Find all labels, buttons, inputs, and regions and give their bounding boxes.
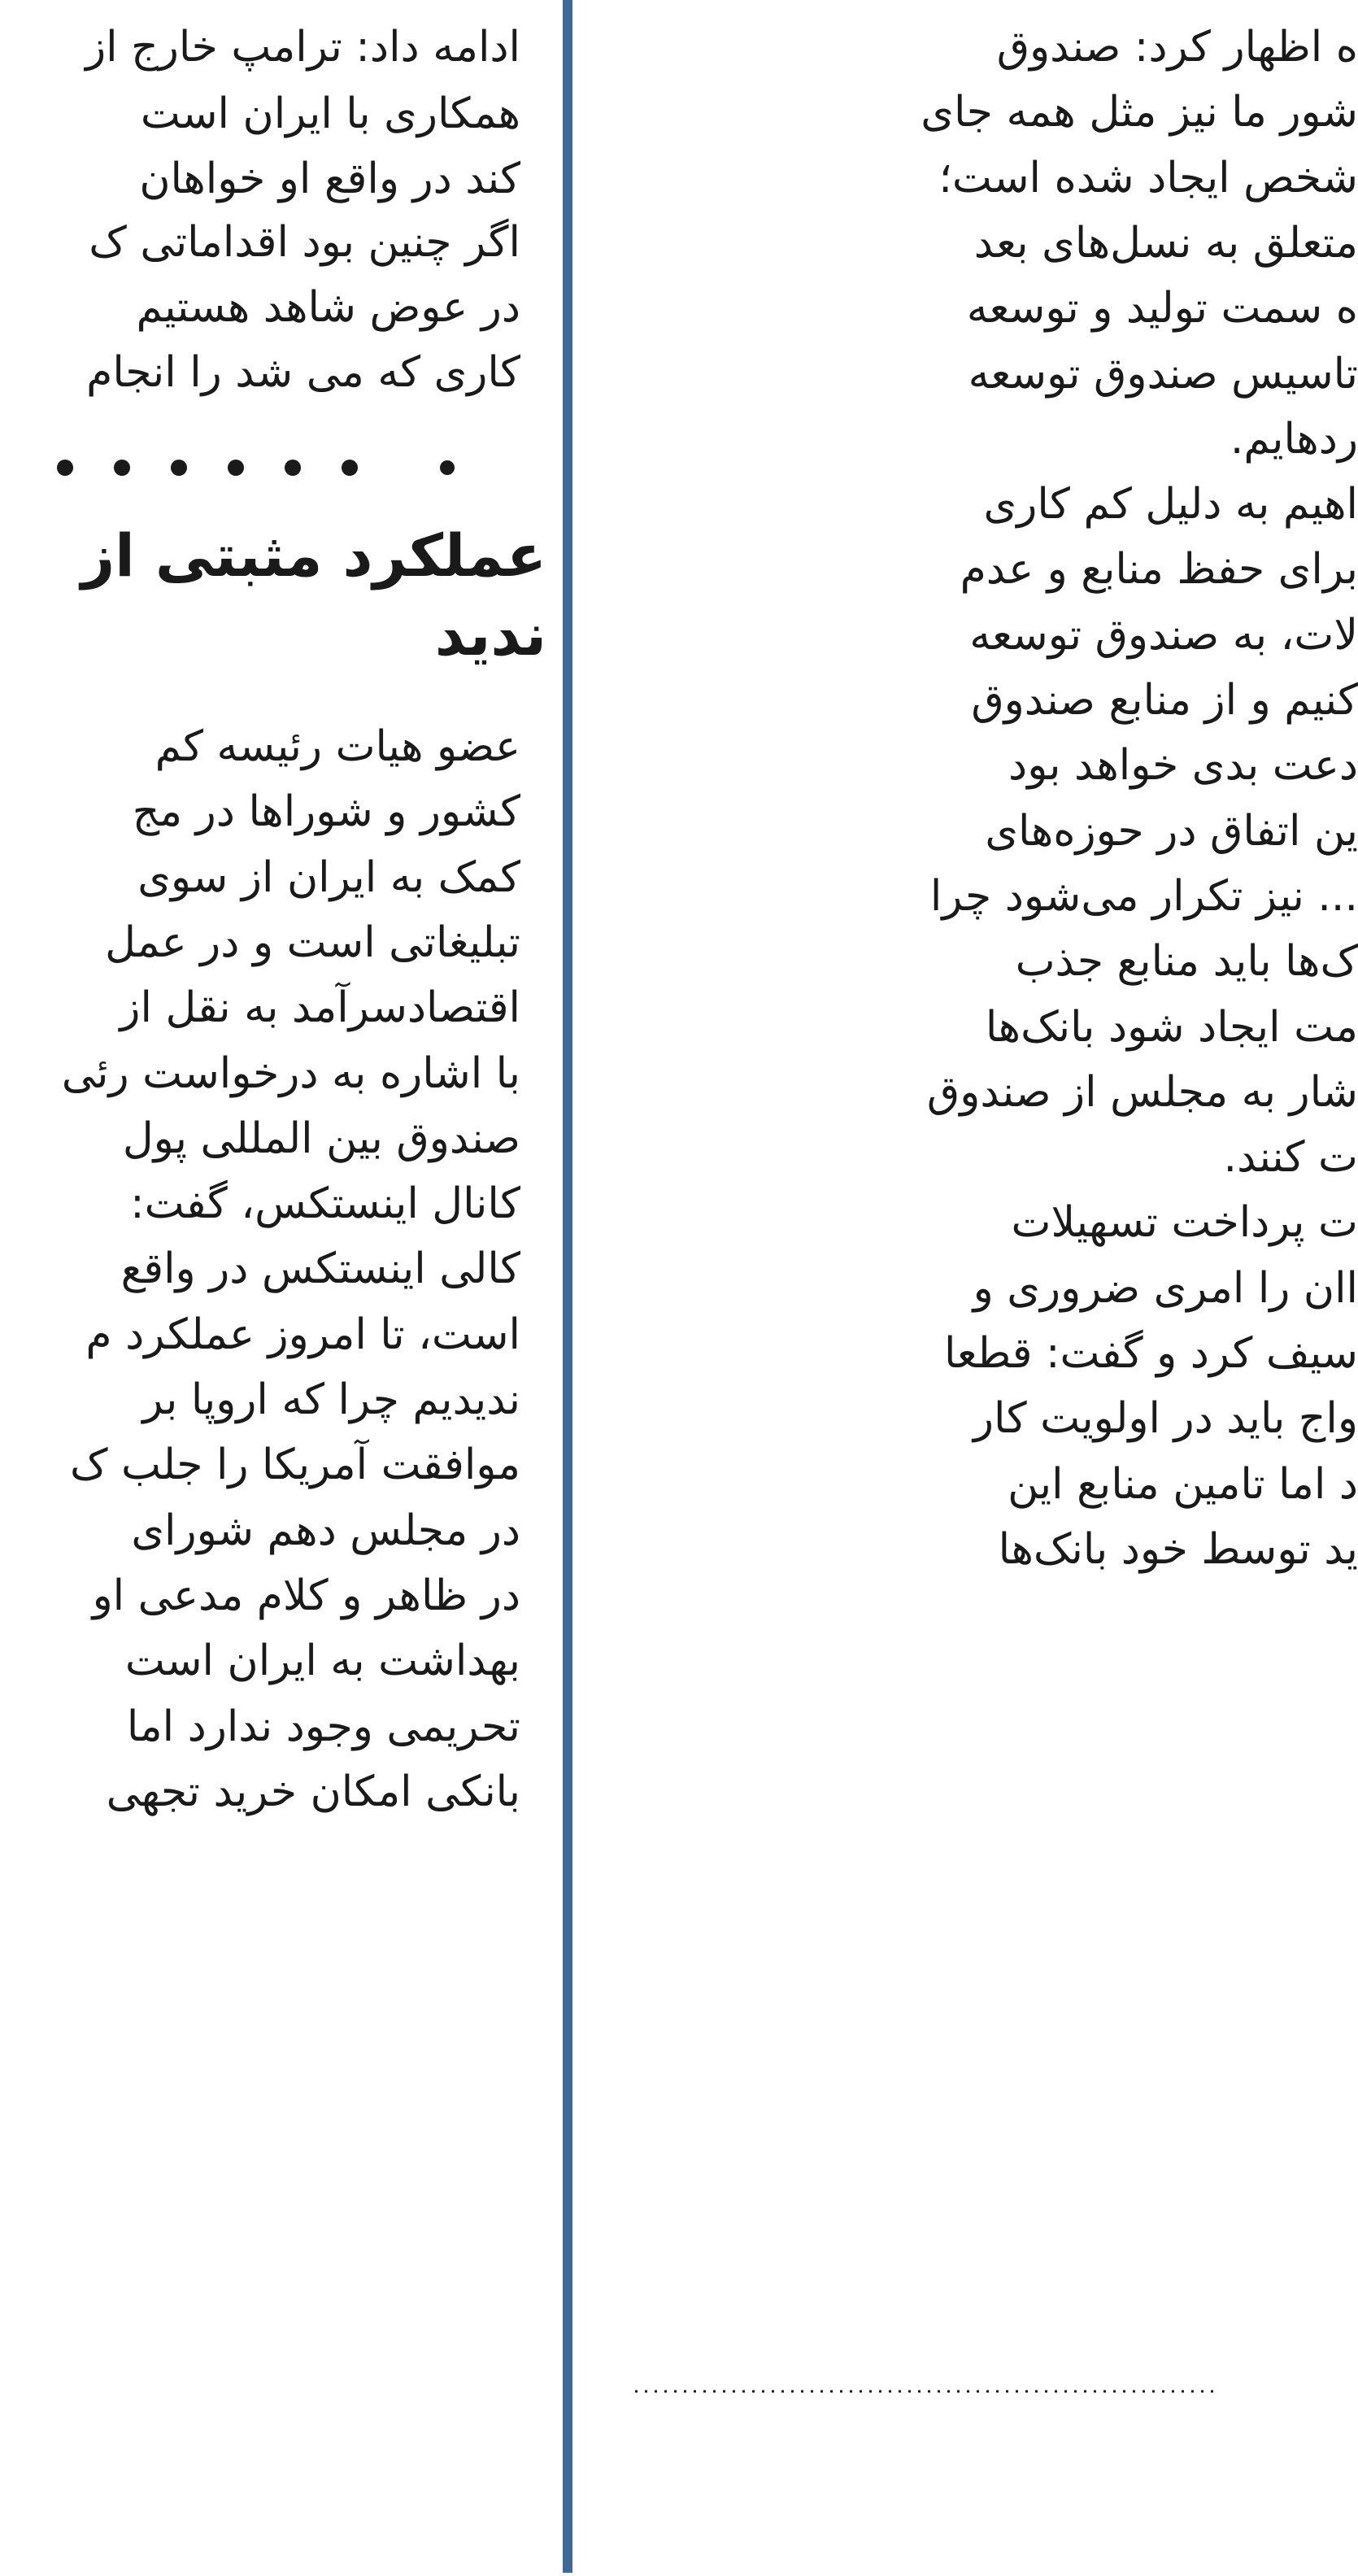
right-body-line: ت کنند. — [1224, 1125, 1358, 1190]
right-body-line: واج باید در اولویت کار — [973, 1386, 1358, 1451]
left-body-line: تبلیغاتی است و در عمل — [105, 910, 520, 975]
left-intro-line: همکاری با ایران است — [141, 81, 520, 146]
left-body-line: اقتصادسرآمد به نقل از — [120, 975, 520, 1040]
left-intro-line: اگر چنین بود اقداماتی ک — [89, 210, 520, 275]
left-body-line: صندوق بین المللی پول — [123, 1106, 520, 1171]
right-body-line: شور ما نیز مثل همه جای — [921, 80, 1358, 145]
right-column — [574, 0, 1220, 2573]
right-body-line: ت پرداخت تسهیلات — [1012, 1190, 1358, 1255]
left-body-line: موافقت آمریکا را جلب ک — [70, 1432, 520, 1497]
left-intro-line: کاری که می شد را انجام — [86, 340, 520, 405]
right-body-line: برای حفظ منابع و عدم — [960, 537, 1358, 602]
right-body-line: شخص ایجاد شده است؛ — [938, 146, 1358, 211]
right-body-line: ین اتفاق در حوزه‌های — [985, 799, 1358, 864]
left-body-line: عضو هیات رئیسه کم — [155, 714, 520, 779]
left-body-line: کمک به ایران از سوی — [137, 845, 520, 910]
right-body-line: متعلق به نسل‌های بعد — [974, 211, 1358, 276]
left-body-line: بانکی امکان خرید تجهی — [107, 1759, 520, 1824]
right-body-line: د اما تامین منابع این — [1008, 1452, 1358, 1517]
right-body-line: ک‌ها باید منابع جذب — [1016, 929, 1358, 994]
left-intro-line: در عوض شاهد هستیم — [136, 275, 520, 340]
left-body-line: بهداشت به ایران است — [125, 1628, 520, 1693]
right-body-line: ... نیز تکرار می‌شود چرا — [930, 864, 1358, 929]
left-body-line: در مجلس دهم شورای — [131, 1498, 520, 1563]
right-body-line: تاسیس صندوق توسعه — [968, 342, 1358, 407]
left-body-line: در ظاهر و کلام مدعی او — [93, 1563, 520, 1628]
left-body-line: تحریمی وجود ندارد اما — [127, 1694, 520, 1759]
section-heading: ندید — [435, 590, 546, 679]
left-body-line: ندیدیم چرا که اروپا بر — [142, 1367, 520, 1432]
left-body-line: کالی اینستکس در واقع — [121, 1236, 520, 1301]
left-body-line: کانال اینستکس، گفت: — [130, 1171, 520, 1236]
right-body-line: مت ایجاد شود بانک‌ها — [986, 995, 1358, 1060]
right-body-line: شار به مجلس از صندوق — [927, 1060, 1358, 1125]
left-body-line: کشور و شوراها در مج — [133, 779, 520, 844]
column-divider — [561, 0, 574, 2573]
column-divider-bar — [561, 0, 574, 2573]
left-body-line: با اشاره به درخواست رئی — [62, 1041, 520, 1106]
right-body-line: لات، به صندوق توسعه — [969, 603, 1358, 668]
left-intro-line: کند در واقع او خواهان — [139, 146, 520, 211]
separator-dots — [33, 451, 455, 484]
right-body-line: ردهایم. — [1230, 407, 1358, 472]
left-column — [0, 0, 561, 2573]
right-body-line: ه اظهار کرد: صندوق — [997, 15, 1358, 80]
right-body-line: ید توسط خود بانک‌ها — [999, 1517, 1358, 1582]
left-intro-line: ادامه داد: ترامپ خارج از — [85, 15, 520, 80]
right-body-line: کنیم و از منابع صندوق — [971, 668, 1358, 733]
right-body-line: دعت بدی خواهد بود — [1008, 733, 1358, 798]
right-body-line: اهیم به دلیل کم کاری — [984, 472, 1358, 537]
dotted-separator — [574, 2383, 1220, 2399]
right-body-line: ه سمت تولید و توسعه — [967, 276, 1358, 341]
right-body-line: سیف کرد و گفت: قطعا — [944, 1321, 1358, 1386]
right-body-line: اان را امری ضروری و — [973, 1256, 1358, 1321]
section-heading: عملکرد مثبتی از — [81, 511, 546, 600]
left-body-line: است، تا امروز عملکرد م — [85, 1302, 520, 1367]
